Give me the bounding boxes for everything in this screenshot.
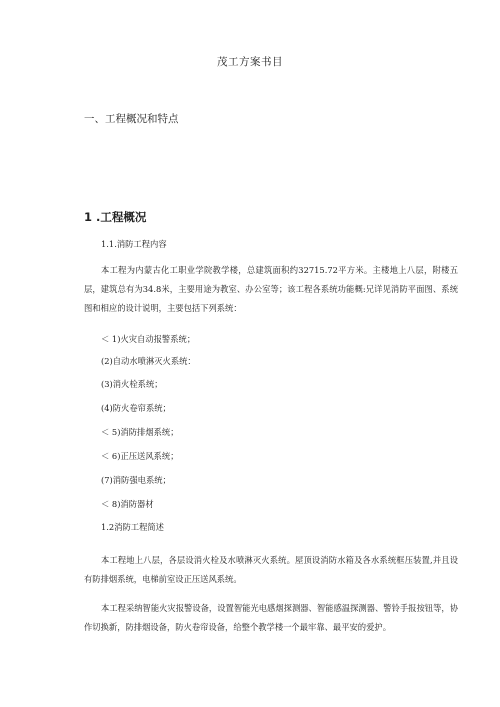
system-list-item: (2)自动水喷淋灭火系统： — [101, 356, 196, 366]
system-list-item: (3)消火栓系统； — [101, 379, 163, 389]
paragraph-fire-system-summary: 本工程地上八层，各层设消火栓及水喷淋灭火系统。屋顶设消防水箱及各水系统框压装置,并且设有防排烟系统，电梯前室设正压送风系统。 — [84, 555, 458, 584]
subsection-heading-1-1: 1.1.消防工程内容 — [101, 239, 167, 249]
paragraph-alarm-equipment: 本工程采纳智能火灾报警设备，设置智能光电感烟探测器、智能感温探测器、警铃手报按钮等，协作切换新，防排烟设备，防火卷帘设备，给整个教学楼一个最牢靠、最平安的爱护。 — [84, 603, 458, 632]
paragraph-project-overview: 本工程为内蒙古化工职业学院教学楼，总建筑面积约32715.72平方米。主楼地上八层，附楼五层，建筑总有为34.8米，主要用途为教室、办公室等；该工程各系统功能概:兄详见消防平面图、系统图和相应的设计说明，主要包括下列系统： — [84, 265, 458, 313]
chapter-heading: 1 .工程概况 — [84, 210, 147, 224]
system-list-item: ＜ 5)消防排烟系统； — [101, 427, 179, 437]
subsection-heading-1-2: 1.2消防工程简述 — [101, 522, 164, 532]
system-list-item: (7)消防强电系统； — [101, 475, 171, 485]
system-list-item: ＜ 1)火灾自动报警系统； — [101, 334, 196, 344]
system-list-item: (4)防火卷帘系统； — [101, 403, 171, 413]
document-title: 茂工方案书目 — [217, 56, 283, 68]
system-list-item: ＜ 6)正压送风系统； — [101, 451, 179, 461]
section-heading: 一、工程概况和特点 — [84, 113, 179, 125]
system-list-item: ＜ 8)消防器材 — [101, 499, 154, 509]
